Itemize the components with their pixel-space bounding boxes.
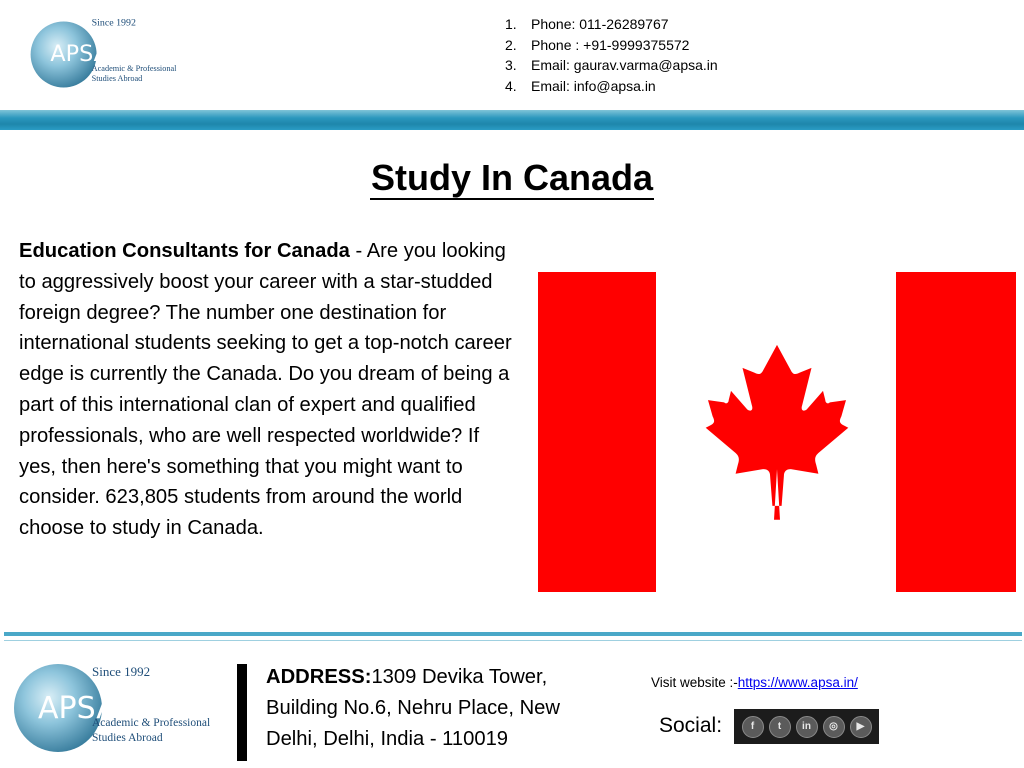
svg-text:APSA: APSA (38, 691, 117, 726)
address-label: ADDRESS: (266, 666, 372, 688)
footer-divider-thin (4, 640, 1022, 641)
website-link[interactable]: https://www.apsa.in/ (737, 675, 858, 690)
social-label: Social: (659, 714, 723, 737)
svg-text:Since 1992: Since 1992 (91, 17, 136, 29)
canada-flag-image (538, 272, 1016, 592)
footer-divider (4, 632, 1022, 636)
youtube-icon[interactable]: ▶ (850, 716, 872, 738)
footer-separator-bar (237, 664, 247, 761)
svg-text:Studies Abroad: Studies Abroad (92, 732, 163, 744)
svg-text:Studies Abroad: Studies Abroad (91, 73, 143, 83)
contact-list (505, 14, 718, 97)
apsa-logo-footer (10, 656, 216, 754)
address-text: 1309 Devika Tower, Building No.6, Nehru Place, New Delhi, Delhi, India - 110019 (266, 666, 560, 750)
apsa-logo (24, 8, 194, 96)
contact-item: 4. Email: info@apsa.in (505, 78, 656, 95)
svg-text:Academic & Professional: Academic & Professional (91, 63, 177, 73)
instagram-icon[interactable]: ◎ (823, 716, 845, 738)
intro-lead: Education Consultants for Canada (19, 240, 350, 262)
twitter-icon[interactable]: t (769, 716, 791, 738)
intro-body: - Are you looking to aggressively boost your career with a star-studded foreign degree? The number one destination for international students seeking to get a top-notch career edge is currently the Canada. Do you dream of being a part of this international clan of expert and qualified professionals, who are well respected worldwide? If yes, then here's something that you might want to consider. 623,805 students from around the world choose to study in Canada. (19, 240, 512, 540)
header-divider (0, 110, 1024, 130)
svg-text:Academic & Professional: Academic & Professional (92, 717, 211, 729)
address-block (266, 662, 616, 755)
contact-item: 3. Email: gaurav.varma@apsa.in (505, 57, 718, 74)
svg-text:Since 1992: Since 1992 (92, 664, 151, 679)
contact-item: 1. Phone: 011-26289767 (505, 16, 669, 32)
page-title: Study In Canada (370, 157, 654, 198)
visit-label: Visit website :- (651, 675, 738, 690)
facebook-icon[interactable]: f (742, 716, 764, 738)
contact-item: 2. Phone : +91-9999375572 (505, 36, 690, 53)
svg-text:APSA: APSA (50, 41, 109, 68)
intro-paragraph (19, 236, 514, 544)
visit-website (651, 675, 858, 690)
linkedin-icon[interactable]: in (796, 716, 818, 738)
social-icons (734, 709, 879, 744)
